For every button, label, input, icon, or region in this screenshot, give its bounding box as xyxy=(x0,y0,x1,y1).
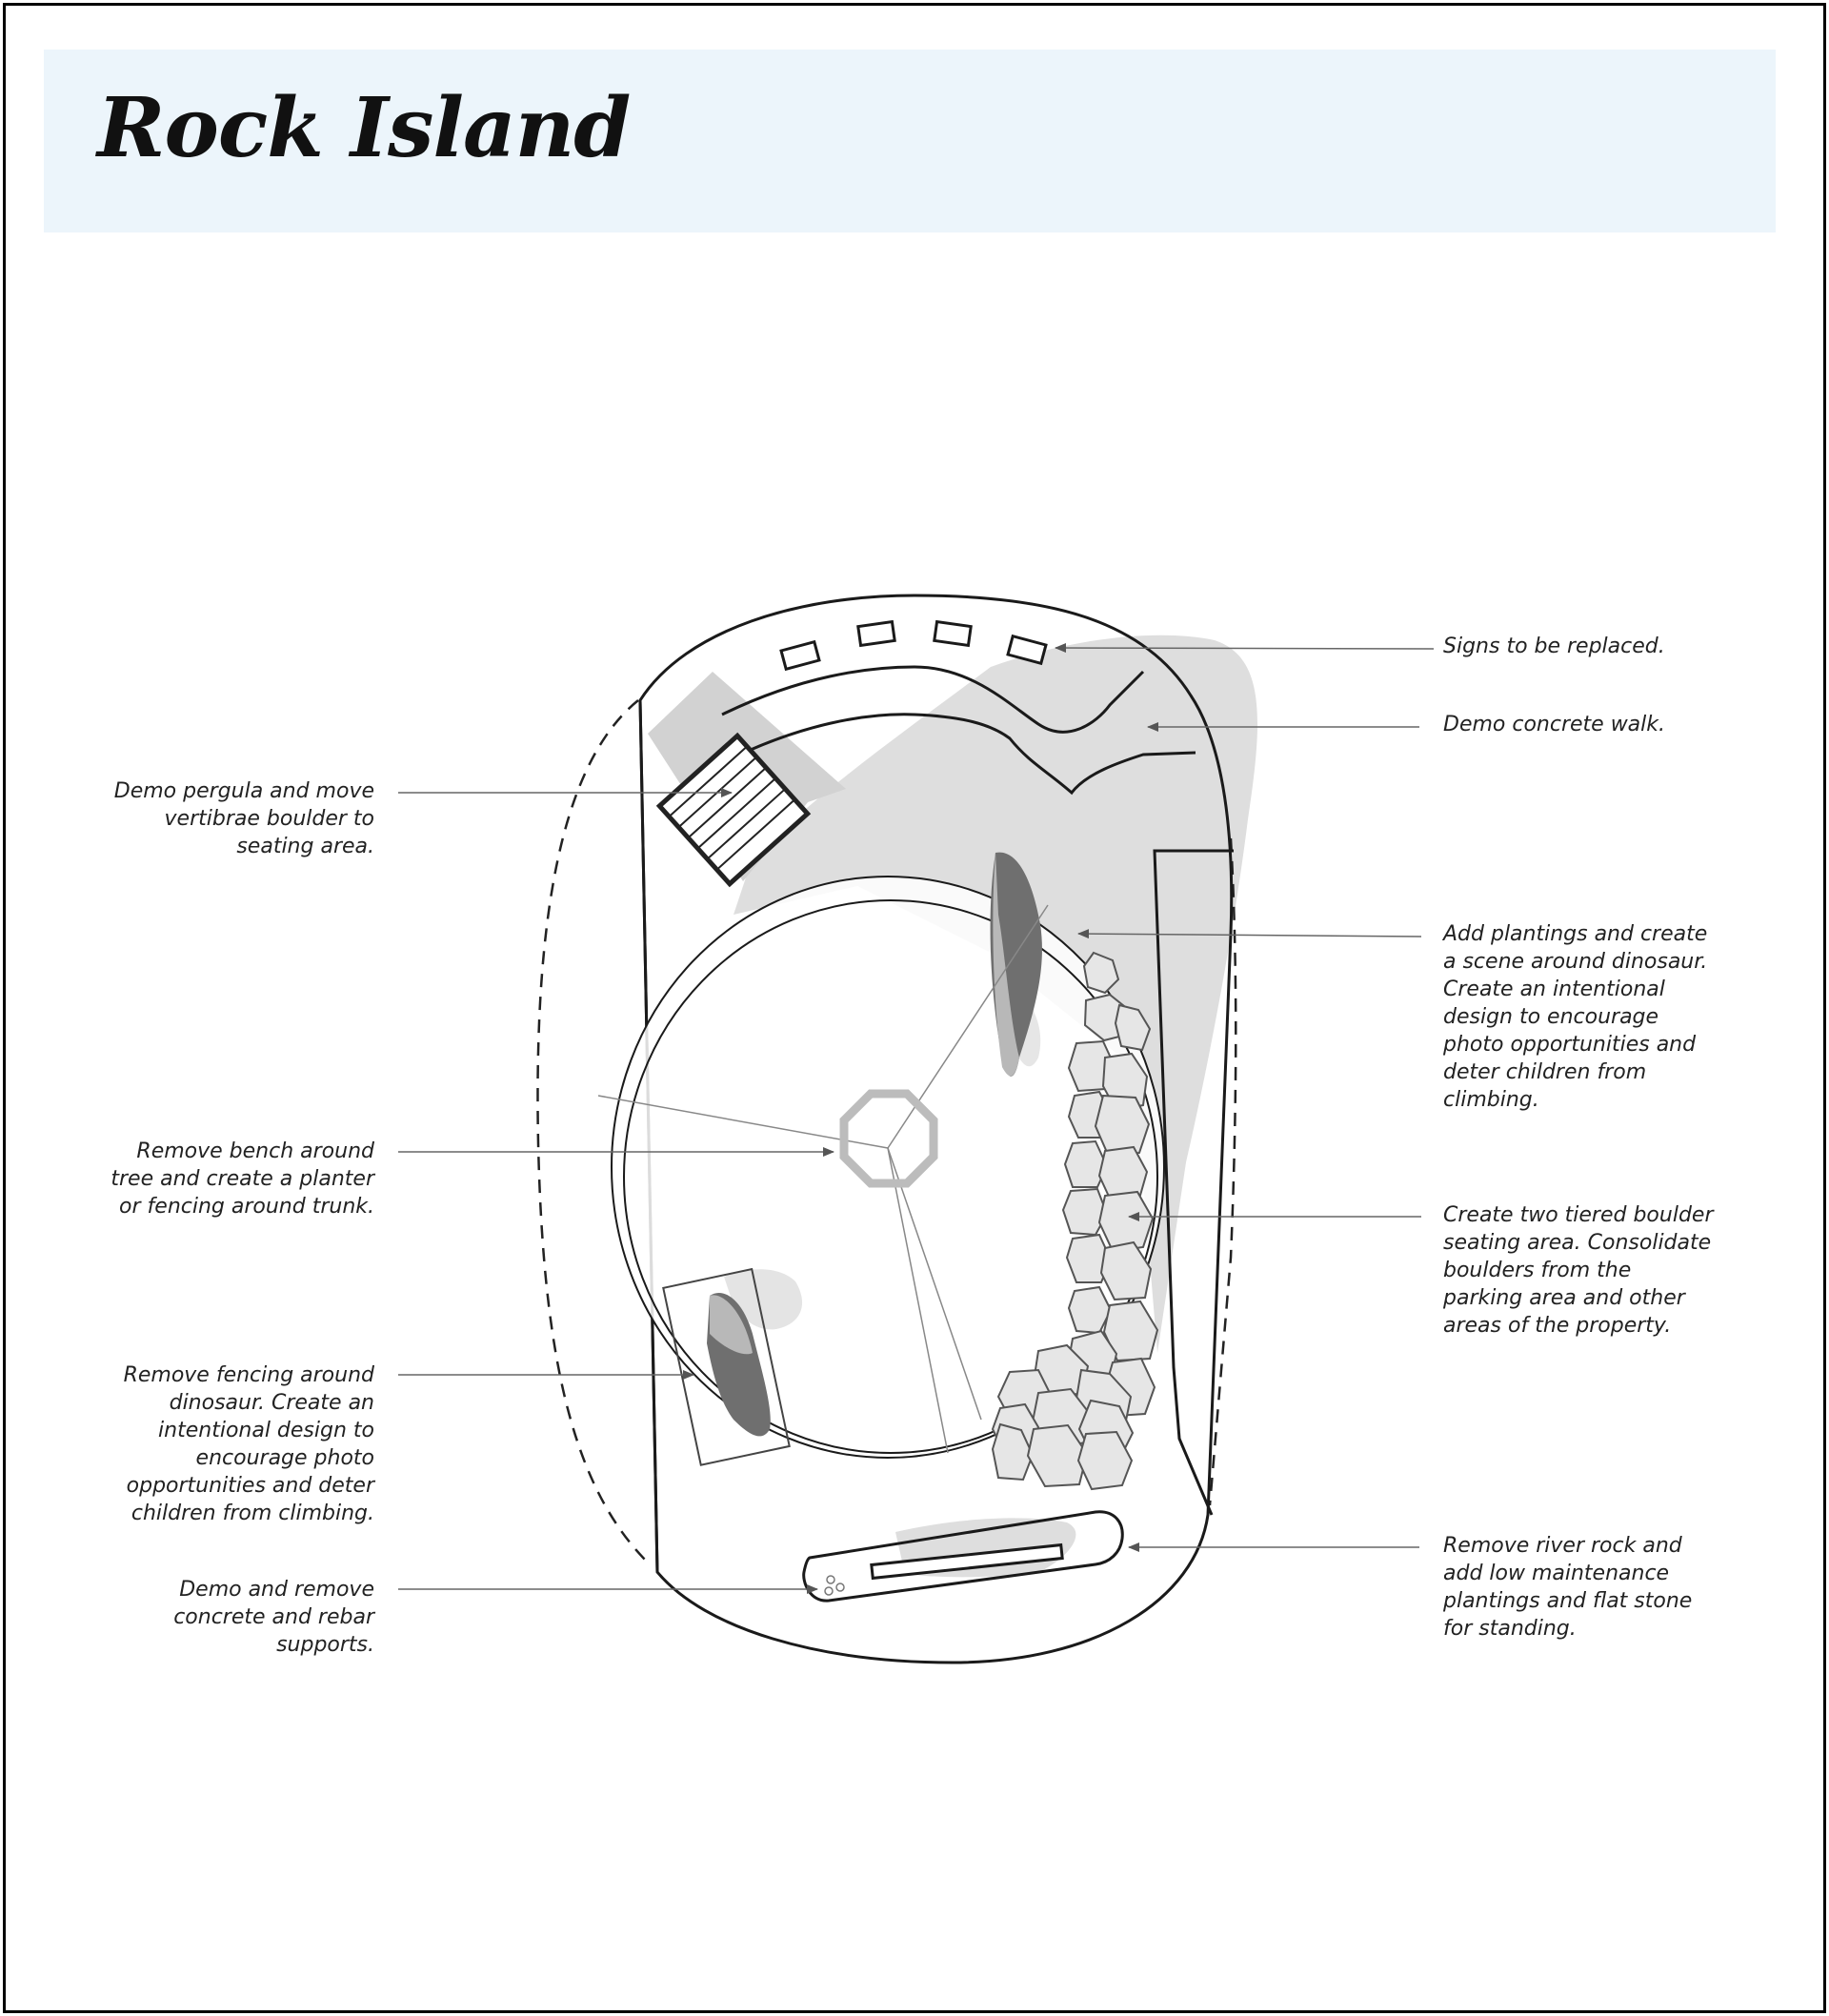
page-title: Rock Island xyxy=(97,80,631,176)
note-fencing-dino: Remove fencing around dinosaur. Create an intentional design to encourage photo opportunities and deter children from climbing. xyxy=(123,1363,374,1525)
sign-1 xyxy=(781,642,819,670)
note-boulder-seating: Create two tiered boulder seating area. Consolidate boulders from the parking area and other areas of the property. xyxy=(1443,1203,1714,1338)
note-river-rock: Remove river rock and add low maintenance plantings and flat stone for standing. xyxy=(1443,1534,1693,1641)
note-plantings-dino: Add plantings and create a scene around dinosaur. Create an intentional design to encourage photo opportunities and deter children from climbing. xyxy=(1443,922,1708,1112)
sign-3 xyxy=(935,622,971,646)
note-signs: Signs to be replaced. xyxy=(1443,635,1665,658)
sign-2 xyxy=(858,622,894,646)
note-bench: Remove bench around tree and create a planter or fencing around trunk. xyxy=(111,1139,374,1219)
note-walk: Demo concrete walk. xyxy=(1443,713,1666,736)
note-pergola: Demo pergula and move vertibrae boulder to seating area. xyxy=(113,779,374,858)
rebar-supports xyxy=(825,1576,844,1595)
note-concrete-rebar: Demo and remove concrete and rebar supports. xyxy=(173,1578,374,1657)
leader-signs xyxy=(1055,648,1434,649)
